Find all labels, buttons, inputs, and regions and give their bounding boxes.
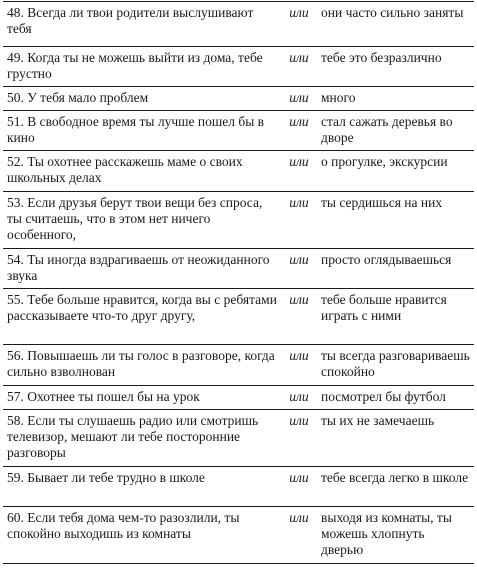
- question-number: 48.: [7, 5, 24, 20]
- question-row: [3, 345, 474, 386]
- question-number: 55.: [7, 292, 24, 307]
- question-right-text: стал сажать деревья во дворе: [317, 111, 474, 151]
- question-row: [3, 192, 474, 249]
- question-row: [3, 2, 474, 47]
- question-left-cell: [3, 345, 281, 386]
- question-left-cell: [3, 192, 281, 249]
- question-row: [3, 467, 474, 507]
- question-left-text: У тебя мало проблем: [27, 90, 149, 105]
- question-left-cell: [3, 47, 281, 87]
- question-right-text: посмотрел бы футбол: [317, 386, 474, 410]
- question-left-text: В свободное время ты лучше пошел бы в кино: [7, 114, 265, 145]
- question-right-text: ты их не замечаешь: [317, 410, 474, 467]
- question-right-text: они часто сильно заняты: [317, 2, 474, 47]
- question-right-text: о прогулке, экскурсии: [317, 151, 474, 192]
- question-row: [3, 111, 474, 151]
- question-left-text: Если ты слушаешь радио или смотришь телевизор, мешают ли тебе посторонние разговоры: [7, 413, 259, 460]
- question-left-text: Если тебя дома чем-то разозлили, ты спокойно выходишь из комнаты: [7, 510, 240, 541]
- question-number: 57.: [7, 389, 24, 404]
- or-word: или: [281, 386, 317, 410]
- question-left-cell: [3, 87, 281, 111]
- question-right-text: ты сердишься на них: [317, 192, 474, 249]
- question-left-cell: [3, 507, 281, 564]
- question-left-text: Когда ты не можешь выйти из дома, тебе грустно: [7, 50, 263, 81]
- or-word: или: [281, 507, 317, 564]
- question-row: [3, 386, 474, 410]
- question-number: 49.: [7, 50, 24, 65]
- question-left-cell: [3, 410, 281, 467]
- question-right-text: тебе это безразлично: [317, 47, 474, 87]
- or-word: или: [281, 87, 317, 111]
- or-word: или: [281, 47, 317, 87]
- or-word: или: [281, 345, 317, 386]
- question-row: [3, 289, 474, 345]
- question-left-cell: [3, 467, 281, 507]
- question-number: 54.: [7, 252, 24, 267]
- question-left-cell: [3, 289, 281, 345]
- question-number: 56.: [7, 348, 24, 363]
- question-left-cell: [3, 249, 281, 289]
- or-word: или: [281, 151, 317, 192]
- question-number: 53.: [7, 195, 24, 210]
- question-right-text: тебе всегда легко в школе: [317, 467, 474, 507]
- question-row: [3, 151, 474, 192]
- question-left-text: Всегда ли твои родители выслушивают тебя: [7, 5, 254, 36]
- question-number: 50.: [7, 90, 24, 105]
- question-right-text: просто оглядываешься: [317, 249, 474, 289]
- question-row: [3, 47, 474, 87]
- question-number: 51.: [7, 114, 24, 129]
- question-left-text: Бывает ли тебе трудно в школе: [27, 470, 205, 485]
- questionnaire-table: [3, 1, 474, 564]
- question-left-text: Охотнее ты пошел бы на урок: [27, 389, 200, 404]
- question-row: [3, 249, 474, 289]
- question-right-text: тебе больше нравится играть с ними: [317, 289, 474, 345]
- question-left-text: Ты охотнее расскажешь маме о своих школьных делах: [7, 154, 243, 185]
- or-word: или: [281, 410, 317, 467]
- question-left-cell: [3, 151, 281, 192]
- question-right-text: много: [317, 87, 474, 111]
- or-word: или: [281, 111, 317, 151]
- question-number: 60.: [7, 510, 24, 525]
- question-left-text: Ты иногда вздрагиваешь от неожиданного звука: [7, 252, 270, 283]
- question-left-cell: [3, 2, 281, 47]
- or-word: или: [281, 249, 317, 289]
- question-left-cell: [3, 386, 281, 410]
- question-number: 59.: [7, 470, 24, 485]
- question-row: [3, 87, 474, 111]
- question-right-text: ты всегда разговариваешь спокойно: [317, 345, 474, 386]
- question-row: [3, 507, 474, 564]
- or-word: или: [281, 467, 317, 507]
- question-left-text: Повышаешь ли ты голос в разговоре, когда сильно взволнован: [7, 348, 275, 379]
- question-left-text: Тебе больше нравится, когда вы с ребятами рассказываете что-то друг другу,: [7, 292, 277, 323]
- or-word: или: [281, 192, 317, 249]
- question-left-cell: [3, 111, 281, 151]
- question-number: 58.: [7, 413, 24, 428]
- question-left-text: Если друзья берут твои вещи без спроса, ты считаешь, что в этом нет ничего особенного,: [7, 195, 263, 242]
- or-word: или: [281, 289, 317, 345]
- or-word: или: [281, 2, 317, 47]
- question-right-text: выходя из комнаты, ты можешь хлопнуть дверью: [317, 507, 474, 564]
- question-row: [3, 410, 474, 467]
- questionnaire-rows: [3, 2, 474, 564]
- question-number: 52.: [7, 154, 24, 169]
